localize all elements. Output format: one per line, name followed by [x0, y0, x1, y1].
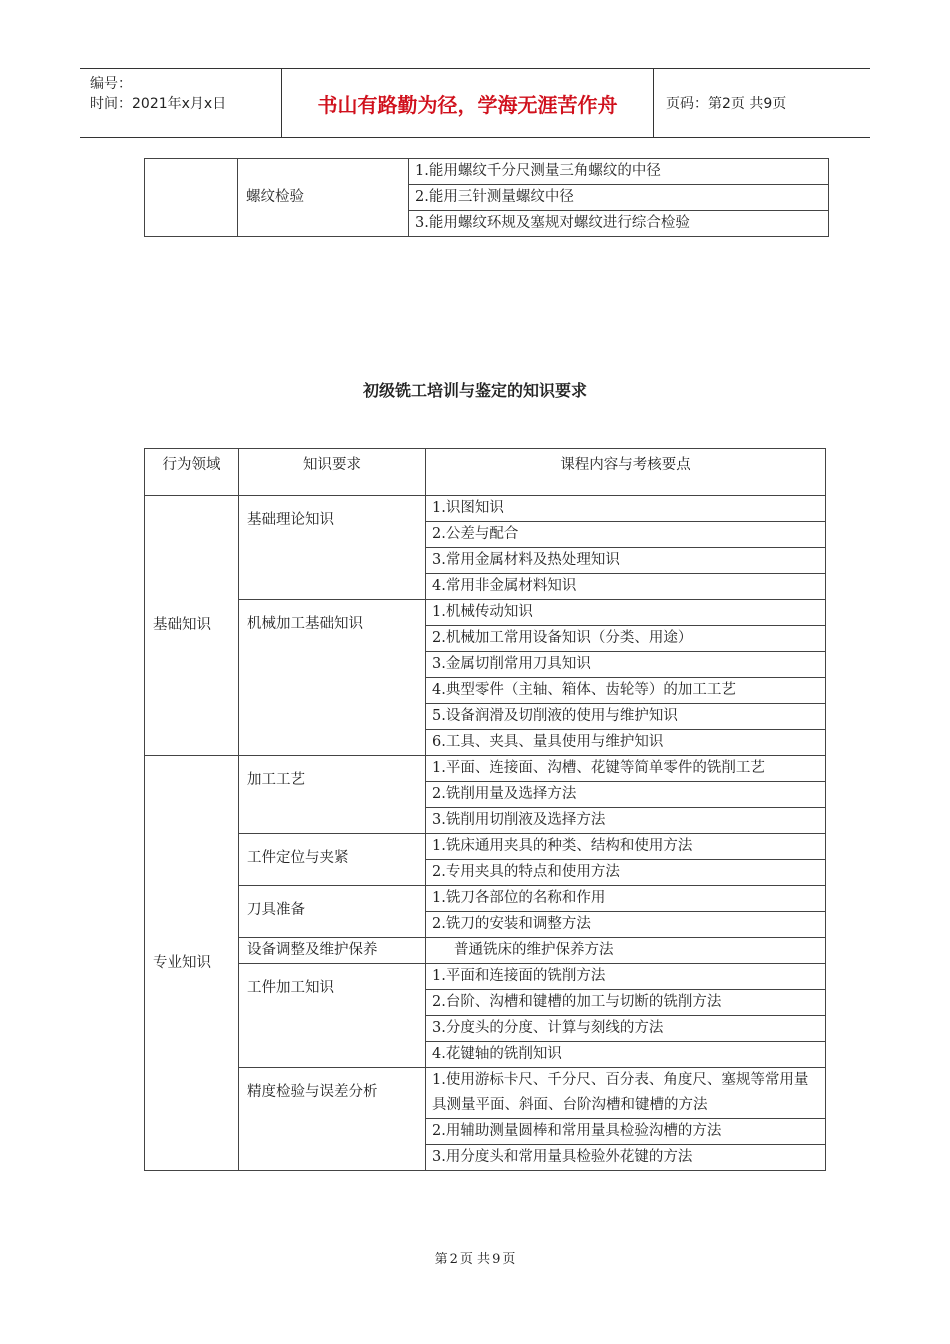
knowledge-table — [144, 448, 826, 1171]
content-cell: 4.常用非金属材料知识 — [426, 574, 826, 600]
top-table-point: 3.能用螺纹环规及塞规对螺纹进行综合检验 — [409, 211, 829, 237]
knowledge-table-body — [145, 496, 826, 1171]
header-meta — [80, 69, 282, 137]
content-cell: 4.花键轴的铣削知识 — [426, 1042, 826, 1068]
content-cell: 3.金属切削常用刀具知识 — [426, 652, 826, 678]
content-cell: 1.铣刀各部位的名称和作用 — [426, 886, 826, 912]
table-row — [145, 1068, 826, 1119]
table-row — [145, 834, 826, 860]
requirement-cell: 工件加工知识 — [239, 964, 426, 1068]
footer-total: 9 — [492, 1252, 501, 1267]
table-row — [145, 964, 826, 990]
content-cell: 4.典型零件（主轴、箱体、齿轮等）的加工工艺 — [426, 678, 826, 704]
content-cell: 2.台阶、沟槽和键槽的加工与切断的铣削方法 — [426, 990, 826, 1016]
header-domain: 行为领域 — [145, 449, 239, 496]
header-requirement: 知识要求 — [239, 449, 426, 496]
content-cell: 2.用辅助测量圆棒和常用量具检验沟槽的方法 — [426, 1119, 826, 1145]
content-cell: 1.识图知识 — [426, 496, 826, 522]
content-cell: 5.设备润滑及切削液的使用与维护知识 — [426, 704, 826, 730]
domain-cell: 基础知识 — [145, 496, 239, 756]
page-header — [80, 68, 870, 138]
time-label: 时间：2021年x月x日 — [90, 96, 227, 112]
requirement-cell: 加工工艺 — [239, 756, 426, 834]
top-table — [144, 158, 829, 237]
requirement-cell: 精度检验与误差分析 — [239, 1068, 426, 1171]
content-cell: 2.铣刀的安装和调整方法 — [426, 912, 826, 938]
content-cell: 1.平面、连接面、沟槽、花键等简单零件的铣削工艺 — [426, 756, 826, 782]
footer-mid: 页 共 — [459, 1252, 491, 1267]
content-cell: 3.常用金属材料及热处理知识 — [426, 548, 826, 574]
content-cell: 2.机械加工常用设备知识（分类、用途） — [426, 626, 826, 652]
content-cell: 普通铣床的维护保养方法 — [426, 938, 826, 964]
top-table-item: 螺纹检验 — [238, 159, 409, 237]
header-motto: 书山有路勤为径，学海无涯苦作舟 — [282, 69, 654, 137]
requirement-cell: 工件定位与夹紧 — [239, 834, 426, 886]
top-table-area-cell — [145, 159, 238, 237]
content-cell: 6.工具、夹具、量具使用与维护知识 — [426, 730, 826, 756]
header-content: 课程内容与考核要点 — [426, 449, 826, 496]
top-table-point: 1.能用螺纹千分尺测量三角螺纹的中径 — [409, 159, 829, 185]
content-cell: 2.公差与配合 — [426, 522, 826, 548]
content-cell: 1.使用游标卡尺、千分尺、百分表、角度尺、塞规等常用量具测量平面、斜面、台阶沟槽和键槽的方法 — [426, 1068, 826, 1119]
section-title: 初级铣工培训与鉴定的知识要求 — [362, 381, 587, 400]
content-cell: 3.用分度头和常用量具检验外花键的方法 — [426, 1145, 826, 1171]
page-footer — [0, 1248, 950, 1267]
table-row — [145, 496, 826, 522]
number-label: 编号： — [90, 76, 132, 92]
footer-suffix: 页 — [502, 1252, 516, 1267]
content-cell: 1.铣床通用夹具的种类、结构和使用方法 — [426, 834, 826, 860]
top-table-point: 2.能用三针测量螺纹中径 — [409, 185, 829, 211]
content-cell: 1.平面和连接面的铣削方法 — [426, 964, 826, 990]
table-row — [145, 600, 826, 626]
footer-page: 2 — [449, 1252, 458, 1267]
content-cell: 2.专用夹具的特点和使用方法 — [426, 860, 826, 886]
table-row — [145, 756, 826, 782]
table-row — [145, 938, 826, 964]
requirement-cell: 设备调整及维护保养 — [239, 938, 426, 964]
content-cell: 2.铣削用量及选择方法 — [426, 782, 826, 808]
page-indicator: 页码：第2页 共9页 — [666, 96, 787, 112]
requirement-cell: 刀具准备 — [239, 886, 426, 938]
content-cell: 3.铣削用切削液及选择方法 — [426, 808, 826, 834]
domain-cell: 专业知识 — [145, 756, 239, 1171]
table-row — [145, 886, 826, 912]
requirement-cell: 基础理论知识 — [239, 496, 426, 600]
content-cell: 1.机械传动知识 — [426, 600, 826, 626]
requirement-cell: 机械加工基础知识 — [239, 600, 426, 756]
footer-prefix: 第 — [434, 1252, 448, 1267]
content-cell: 3.分度头的分度、计算与刻线的方法 — [426, 1016, 826, 1042]
